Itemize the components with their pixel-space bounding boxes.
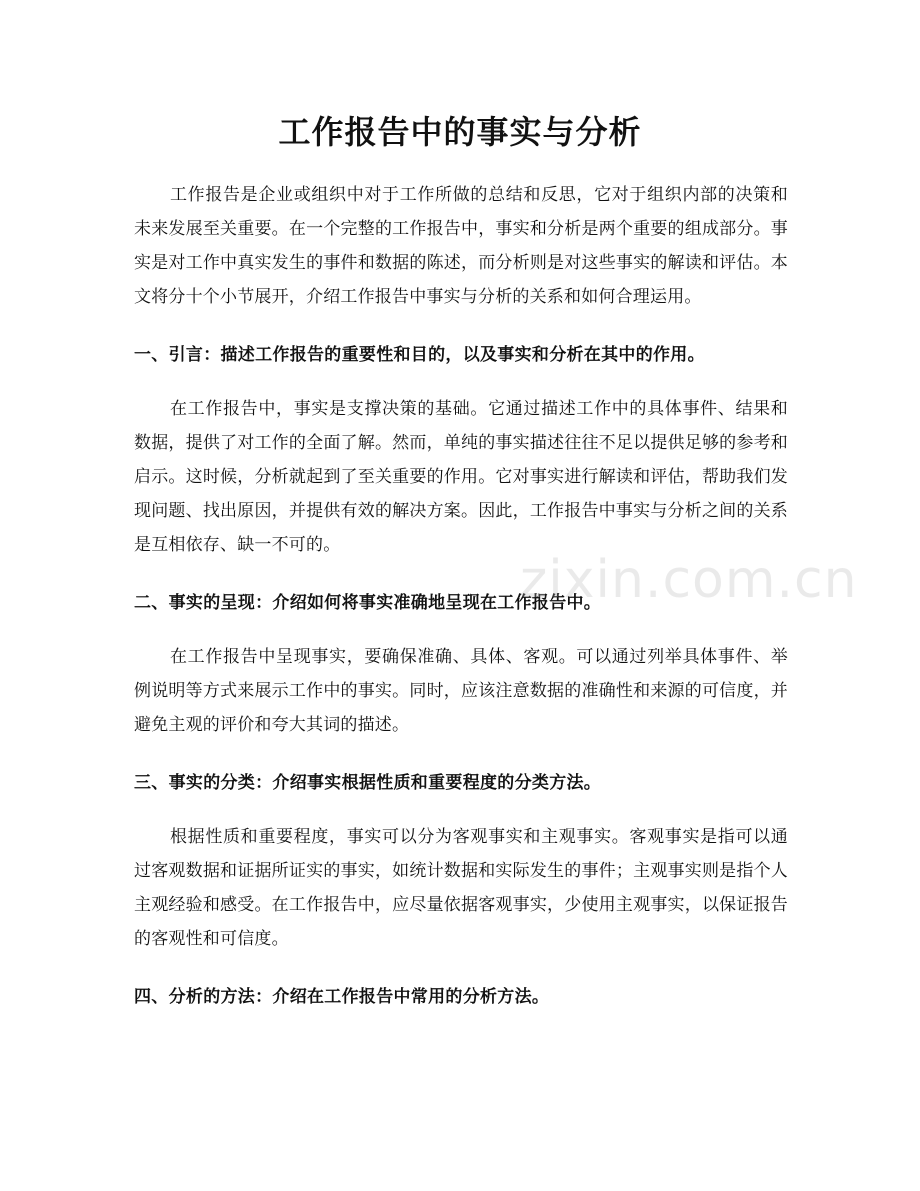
section-paragraph-3: 根据性质和重要程度，事实可以分为客观事实和主观事实。客观事实是指可以通过客观数据和证据所证实的事实，如统计数据和实际发生的事件；主观事实则是指个人主观经验和感受。在工作报告中，应尽量依据客观事实，少使用主观事实，以保证报告的客观性和可信度。 (134, 827, 788, 949)
section-heading-1: 一、引言：描述工作报告的重要性和目的，以及事实和分析在其中的作用。 (134, 345, 705, 365)
watermark: zixin.com.cn (520, 550, 858, 610)
document-body (134, 178, 788, 1014)
intro-paragraph: 工作报告是企业或组织中对于工作所做的总结和反思，它对于组织内部的决策和未来发展至关重要。在一个完整的工作报告中，事实和分析是两个重要的组成部分。事实是对工作中真实发生的事件和数据的陈述，而分析则是对这些事实的解读和评估。本文将分十个小节展开，介绍工作报告中事实与分析的关系和如何合理运用。 (134, 185, 788, 307)
document-title: 工作报告中的事实与分析 (278, 113, 642, 151)
section-paragraph-2: 在工作报告中呈现事实，要确保准确、具体、客观。可以通过列举具体事件、举例说明等方式来展示工作中的事实。同时，应该注意数据的准确性和来源的可信度，并避免主观的评价和夸大其词的描述。 (134, 647, 788, 735)
section-heading-2: 二、事实的呈现：介绍如何将事实准确地呈现在工作报告中。 (134, 593, 602, 613)
section-heading-3: 三、事实的分类：介绍事实根据性质和重要程度的分类方法。 (134, 773, 602, 793)
section-heading-4: 四、分析的方法：介绍在工作报告中常用的分析方法。 (134, 987, 550, 1007)
section-paragraph-1: 在工作报告中，事实是支撑决策的基础。它通过描述工作中的具体事件、结果和数据，提供了对工作的全面了解。然而，单纯的事实描述往往不足以提供足够的参考和启示。这时候，分析就起到了至关重要的作用。它对事实进行解读和评估，帮助我们发现问题、找出原因，并提供有效的解决方案。因此，工作报告中事实与分析之间的关系是互相依存、缺一不可的。 (134, 399, 788, 555)
